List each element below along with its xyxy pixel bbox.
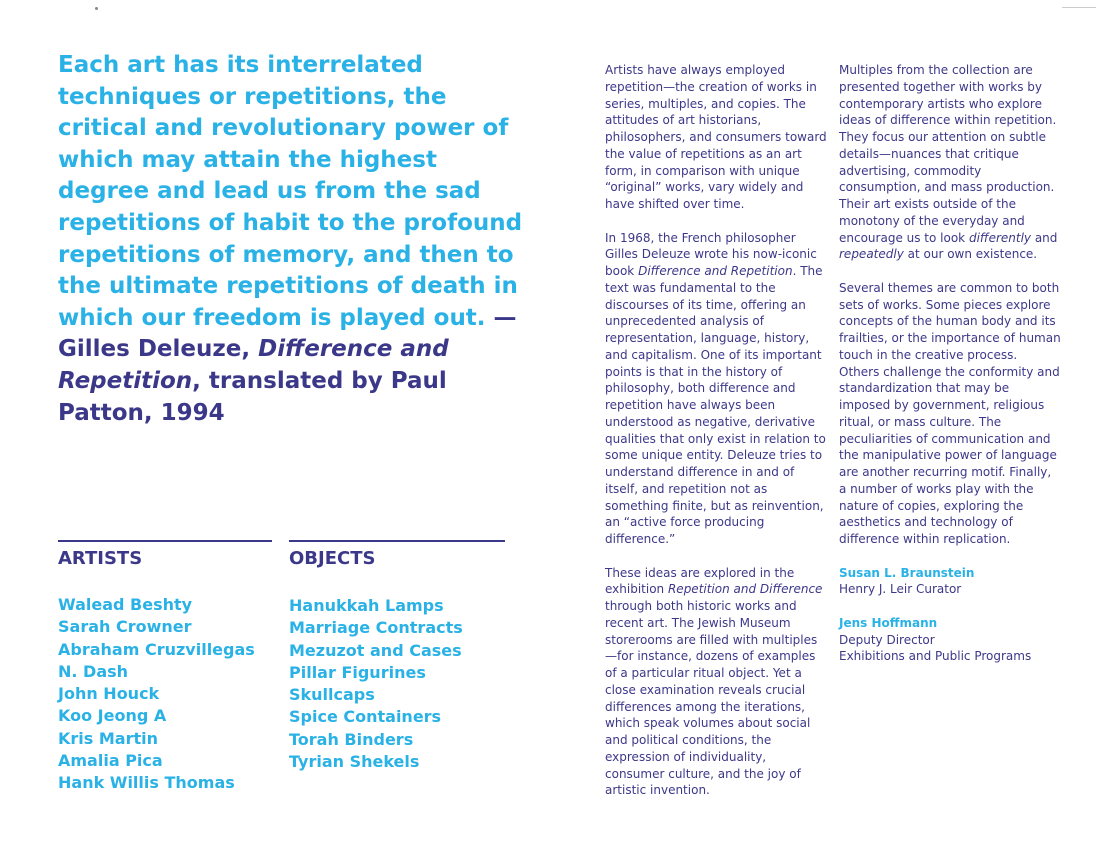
quote-book-title: Difference and Repetition (58, 336, 449, 394)
signature-block (839, 615, 1061, 665)
artists-divider (58, 540, 272, 542)
object-item: Skullcaps (289, 685, 375, 705)
essay-paragraph: These ideas are explored in the exhibition Repetition and Difference through both historic works and recent art. The Jewish Museum storerooms are filled with multiples—for instance, dozens of examples of a particular ritual object. Yet a close examination reveals crucial differences among the iterations, which speak volumes about social and political conditions, the expression of individuality, consumer culture, and the joy of artistic invention. (605, 565, 823, 798)
artist-item: Walead Beshty (58, 595, 193, 614)
object-item: Hanukkah Lamps (289, 596, 444, 615)
essay-paragraph: Multiples from the collection are presented together with works by contemporary artists who explore ideas of difference within repetition. They focus our attention on subtle details—nuances that critique advertising, commodity consumption, and mass production. Their art exists outside of the monotony of the everyday and encourage us to look differently and repeatedly at our own existence. (839, 63, 1058, 262)
artist-item: Abraham Cruzvillegas (58, 639, 255, 659)
scan-speck (95, 7, 98, 10)
book-title: Difference and Repetition (638, 264, 793, 278)
artists-heading: ARTISTS (58, 548, 143, 569)
object-item: Marriage Contracts (289, 618, 463, 638)
signature-title: Deputy Director (839, 632, 935, 647)
scan-line (1062, 7, 1096, 8)
object-item: Pillar Figurines (289, 662, 426, 682)
signature-title: Exhibitions and Public Programs (839, 649, 1032, 664)
quote-attribution: — Gilles Deleuze, Difference and Repetition, translated by Paul Patton, 1994 (58, 304, 517, 426)
exhibition-title: Repetition and Difference (667, 582, 823, 597)
essay-paragraph: Artists have always employed repetition—the creation of works in series, multiples, and copies. The attitudes of art historians, philosophers, and consumers toward the value of repetitions as an art form, in comparison with unique “original” works, vary widely and have shifted over time. (605, 63, 827, 211)
object-item: Spice Containers (289, 707, 442, 727)
artist-item: Kris Martin (58, 728, 158, 748)
essay-column-right (839, 62, 1061, 682)
essay-column-left (605, 62, 827, 816)
objects-heading: OBJECTS (289, 548, 376, 569)
signature-name: Susan L. Braunstein (839, 565, 975, 580)
objects-divider (289, 540, 505, 542)
signature-title: Henry J. Leir Curator (839, 582, 962, 597)
quote-text: Each art has its interrelated techniques or repetitions, the critical and revolutionary power of which may attain the highest degree and lead us from the sad repetitions of habit to the profound repetitions of memory, and then to the ultimate repetitions of death in which our freedom is played out. (58, 52, 523, 331)
artist-item: John Houck (58, 684, 160, 704)
signature-name: Jens Hoffmann (839, 615, 938, 630)
epigraph-quote (58, 50, 528, 429)
artist-item: N. Dash (58, 661, 129, 681)
objects-list (289, 595, 463, 773)
artist-item: Sarah Crowner (58, 617, 192, 637)
object-item: Torah Binders (289, 729, 414, 749)
object-item: Mezuzot and Cases (289, 640, 462, 660)
essay-paragraph: Several themes are common to both sets of works. Some pieces explore concepts of the human body and its frailties, or the importance of human touch in the creative process. Others challenge the conformity and standardization that may be imposed by government, religious ritual, or mass culture. The peculiarities of communication and the manipulative power of language are another recurring motif. Finally, a number of works play with the nature of copies, exploring the aesthetics and technology of difference within replication. (839, 280, 1061, 546)
essay-paragraph: In 1968, the French philosopher Gilles Deleuze wrote his now-iconic book Difference and Repetition. The text was fundamental to the discourses of its time, offering an unprecedented analysis of representation, language, history, and capitalism. One of its important points is that in the history of philosophy, both difference and repetition have always been understood as negative, derivative qualities that only exist in relation to some unique entity. Deleuze tries to understand difference in and of itself, and repetition not as something finite, but as reinvention, an “active force producing difference.” (605, 230, 826, 546)
artist-item: Hank Willis Thomas (58, 773, 235, 793)
artist-item: Koo Jeong A (58, 706, 167, 726)
object-item: Tyrian Shekels (289, 752, 420, 772)
signature-block (839, 565, 1061, 599)
artist-item: Amalia Pica (58, 751, 163, 771)
artists-list (58, 594, 255, 795)
